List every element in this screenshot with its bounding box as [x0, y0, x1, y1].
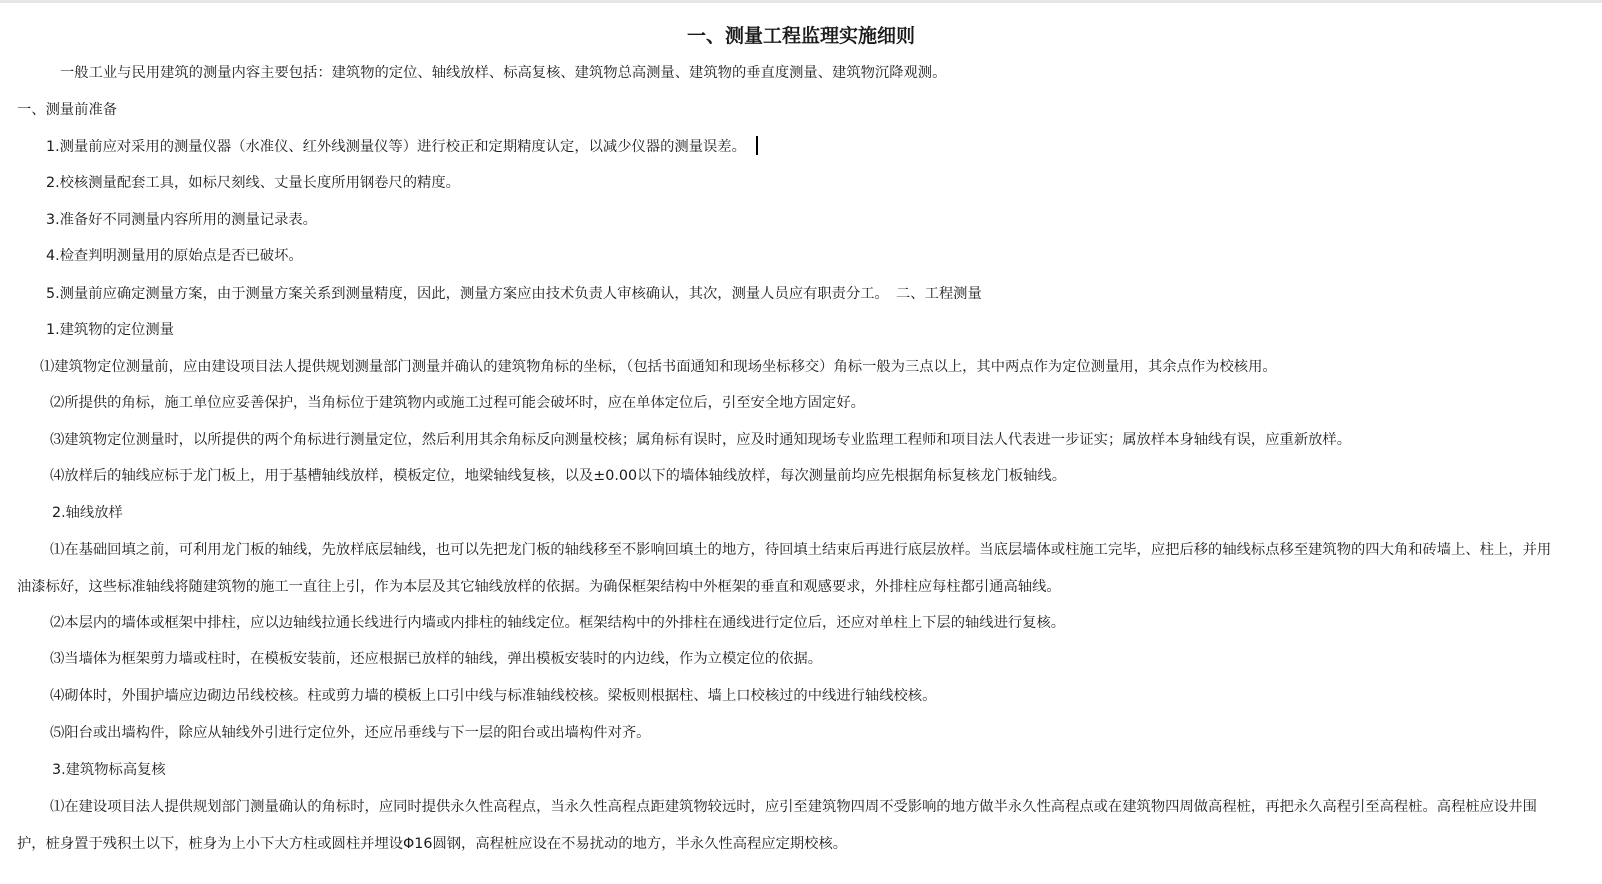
paragraph-item: ⑴在建设项目法人提供规划部门测量确认的角标时，应同时提供永久性高程点，当永久性高程点距建筑物较远时，应引至建筑物四周不受影响的地方做半永久性高程点或在建筑物四周做高程桩，再把永久高程引至高程桩。高程桩应设井围护，桩身置于残积土以下，桩身为上小下大方柱或圆柱并埋设Φ16圆钢，高程桩应设在不易扰动的地方，半永久性高程应定期校核。 — [17, 799, 1537, 852]
paragraph-text: 1.测量前应对采用的测量仪器（水准仪、红外线测量仪等）进行校正和定期精度认定，以减少仪器的测量误差。 — [46, 139, 746, 155]
intro-paragraph: 一般工业与民用建筑的测量内容主要包括：建筑物的定位、轴线放样、标高复核、建筑物总高测量、建筑物的垂直度测量、建筑物沉降观测。 — [60, 65, 947, 81]
paragraph-item: 4.检查判明测量用的原始点是否已破坏。 — [46, 248, 303, 264]
paragraph-item: ⑴在基础回填之前，可利用龙门板的轴线，先放样底层轴线，也可以先把龙门板的轴线移至不影响回填土的地方，待回填土结束后再进行底层放样。当底层墙体或柱施工完毕，应把后移的轴线标点移至建筑物的四大角和砖墙上、柱上，并用油漆标好，这些标准轴线将随建筑物的施工一直往上引，作为本层及其它轴线放样的依据。为确保框架结构中外框架的垂直和观感要求，外排柱应每柱都引通高轴线。 — [17, 542, 1552, 595]
section-heading-preparation: 一、测量前准备 — [17, 102, 118, 118]
paragraph-item[interactable] — [46, 136, 758, 158]
paragraph-item: ⑶建筑物定位测量时，以所提供的两个角标进行测量定位，然后利用其余角标反向测量校核；属角标有误时，应及时通知现场专业监理工程师和项目法人代表进一步证实；属放样本身轴线有误，应重新放样。 — [50, 432, 1352, 448]
paragraph-item: 5.测量前应确定测量方案，由于测量方案关系到测量精度，因此，测量方案应由技术负责人审核确认，其次，测量人员应有职责分工。 二、工程测量 — [46, 286, 982, 302]
paragraph-item: ⑷砌体时，外围护墙应边砌边吊线校核。柱或剪力墙的模板上口引中线与标准轴线校核。梁板则根据柱、墙上口校核过的中线进行轴线校核。 — [50, 688, 937, 704]
paragraph-item: ⑶当墙体为框架剪力墙或柱时，在模板安装前，还应根据已放样的轴线，弹出模板安装时的内边线，作为立模定位的依据。 — [50, 651, 823, 667]
subsection-heading: 2.轴线放样 — [52, 505, 123, 521]
paragraph-item: 3.准备好不同测量内容所用的测量记录表。 — [46, 212, 317, 228]
text-cursor — [756, 136, 758, 155]
paragraph-item: ⑴建筑物定位测量前，应由建设项目法人提供规划测量部门测量并确认的建筑物角标的坐标，（包括书面通知和现场坐标移交）角标一般为三点以上，其中两点作为定位测量用，其余点作为校核用。 — [40, 359, 1277, 375]
subsection-heading: 1.建筑物的定位测量 — [46, 322, 175, 338]
paragraph-item: 2.校核测量配套工具，如标尺刻线、丈量长度所用钢卷尺的精度。 — [46, 175, 460, 191]
paragraph-item: ⑵本层内的墙体或框架中排柱，应以边轴线拉通长线进行内墙或内排柱的轴线定位。框架结构中的外排柱在通线进行定位后，还应对单柱上下层的轴线进行复核。 — [50, 615, 1066, 631]
page-title: 一、测量工程监理实施细则 — [686, 25, 915, 47]
paragraph-item: ⑵所提供的角标，施工单位应妥善保护，当角标位于建筑物内或施工过程可能会破坏时，应在单体定位后，引至安全地方固定好。 — [50, 395, 865, 411]
paragraph-item: ⑷放样后的轴线应标于龙门板上，用于基槽轴线放样，模板定位，地梁轴线复核，以及±0.00以下的墙体轴线放样，每次测量前均应先根据角标复核龙门板轴线。 — [50, 468, 1066, 484]
subsection-heading: 3.建筑物标高复核 — [52, 762, 166, 778]
paragraph-item: ⑸阳台或出墙构件，除应从轴线外引进行定位外，还应吊垂线与下一层的阳台或出墙构件对齐。 — [50, 725, 651, 741]
